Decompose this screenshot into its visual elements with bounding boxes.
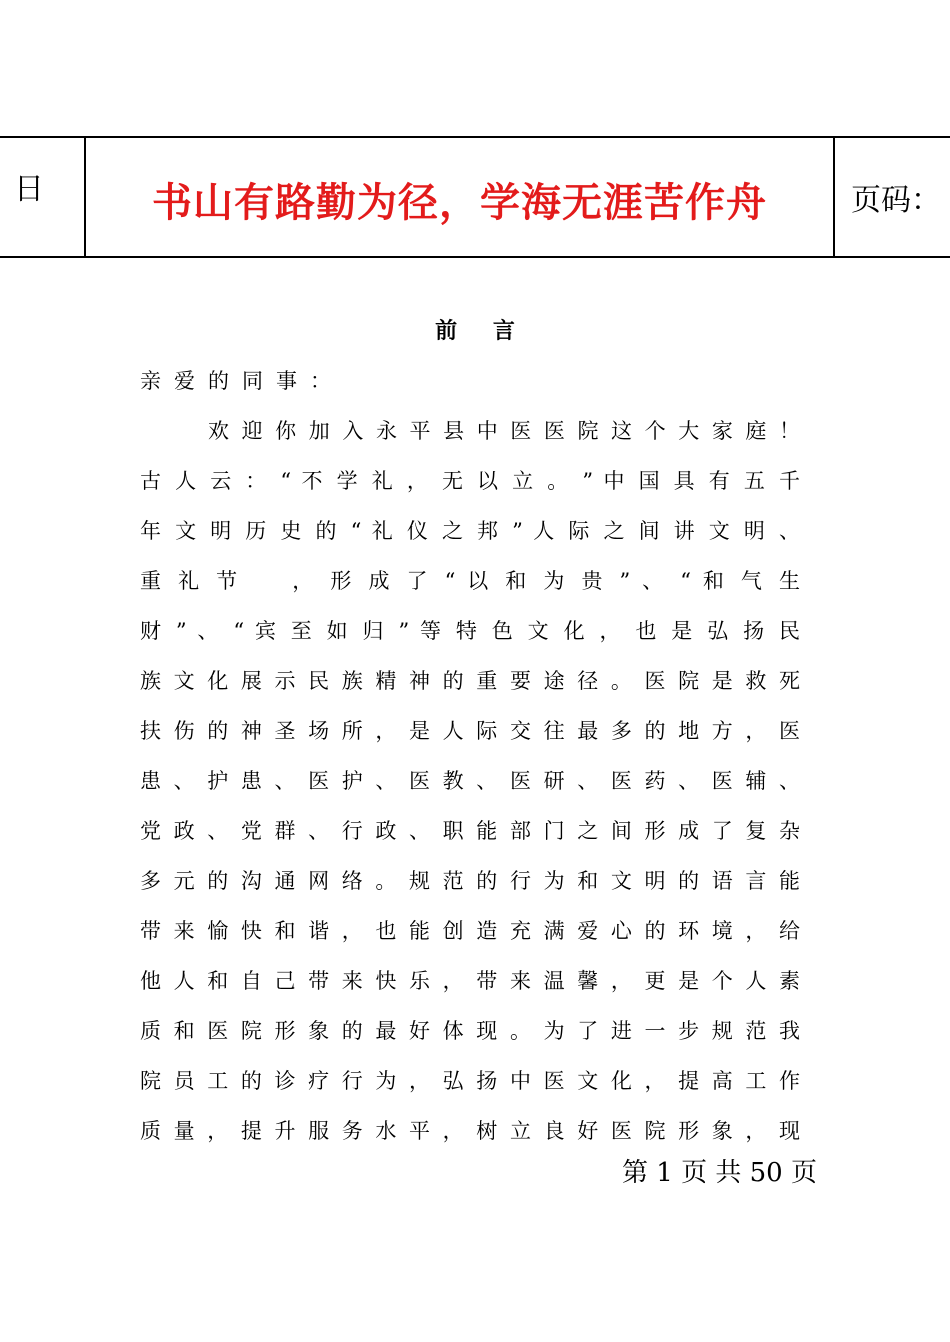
body-line: 院 员 工 的 诊 疗 行 为 ， 弘 扬 中 医 文 化 ， 提 高 工 作 [140,1069,800,1093]
document-body [140,366,800,1166]
page-number: 第 1 页 共 50 页 [622,1158,817,1188]
body-line: 古 人 云 ： “ 不 学 礼 ， 无 以 立 。 ” 中 国 具 有 五 千 [140,469,800,493]
body-line: 重 礼 节 ， 形 成 了 “ 以 和 为 贵 ” 、 “ 和 气 生 [140,569,800,593]
salutation: 亲爱的同事： [140,369,344,393]
body-line: 患 、 护 患 、 医 护 、 医 教 、 医 研 、 医 药 、 医 辅 、 [140,769,800,793]
body-line: 质 和 医 院 形 象 的 最 好 体 现 。 为 了 进 一 步 规 范 我 [140,1019,800,1043]
body-line: 族 文 化 展 示 民 族 精 神 的 重 要 途 径 。 医 院 是 救 死 [140,669,800,693]
header-table [0,136,950,258]
body-line: 财 ” 、 “ 宾 至 如 归 ” 等 特 色 文 化 ， 也 是 弘 扬 民 [140,619,800,643]
header-motto: 书山有路勤为径，学海无涯苦作舟 [152,179,767,226]
header-date-text: 日 [14,172,44,207]
body-line: 带 来 愉 快 和 谐 ， 也 能 创 造 充 满 爱 心 的 环 境 ， 给 [140,919,800,943]
body-line: 扶 伤 的 神 圣 场 所 ， 是 人 际 交 往 最 多 的 地 方 ， 医 [140,719,800,743]
body-line: 年 文 明 历 史 的 “ 礼 仪 之 邦 ” 人 际 之 间 讲 文 明 、 [140,519,800,543]
document-title: 前 言 [435,318,529,344]
header-page-label: 页码： [851,183,941,218]
body-line: 质 量 ， 提 升 服 务 水 平 ， 树 立 良 好 医 院 形 象 ， 现 [140,1119,800,1143]
header-motto-cell [86,138,835,256]
body-line: 党 政 、 党 群 、 行 政 、 职 能 部 门 之 间 形 成 了 复 杂 [140,819,800,843]
body-line: 多 元 的 沟 通 网 络 。 规 范 的 行 为 和 文 明 的 语 言 能 [140,869,800,893]
header-date-cell [0,138,86,256]
body-line: 他 人 和 自 己 带 来 快 乐 ， 带 来 温 馨 ， 更 是 个 人 素 [140,969,800,993]
body-line: 欢 迎 你 加 入 永 平 县 中 医 医 院 这 个 大 家 庭 ！ [208,419,800,443]
header-page-cell [835,138,950,256]
